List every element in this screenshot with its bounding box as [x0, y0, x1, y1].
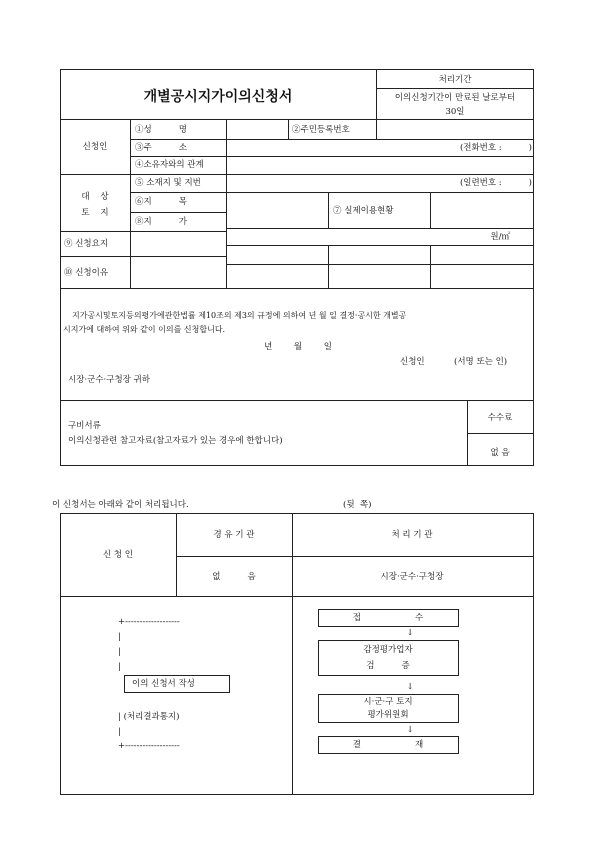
- flow-left-bottom-line: +-------------------: [118, 741, 180, 751]
- committee-step-line-1: 시·군·구 토지: [363, 697, 413, 707]
- signer-label: 신청인: [400, 357, 425, 367]
- target-land-label-1: 대 상: [81, 192, 109, 202]
- committee-step-line-2: 평가위원회: [367, 710, 409, 720]
- actual-usage-field[interactable]: [431, 193, 533, 228]
- name-field[interactable]: [227, 120, 288, 139]
- process-intro: 이 신청서는 아래와 같이 처리됩니다.: [52, 500, 189, 510]
- flow-left-pipe-2: |: [118, 647, 121, 657]
- request-reason-label: ⑩ 신청이유: [64, 268, 109, 278]
- process-applicant-label: 신 청 인: [102, 550, 134, 560]
- via-agency-value: 없 음: [212, 572, 256, 582]
- signature-label: (서명 또는 인): [454, 357, 508, 367]
- flow-arrow-3: ↓: [406, 725, 414, 735]
- applicant-section-label: 신청인: [82, 142, 108, 152]
- request-summary-label: ⑨ 신청요지: [64, 239, 109, 249]
- request-reason-field[interactable]: [131, 257, 226, 288]
- flow-left-pipe-3: |: [118, 662, 121, 672]
- fee-value: 없 음: [490, 448, 510, 458]
- land-category-label: ⑥지 목: [135, 197, 187, 207]
- rrn-label: ②주민등록번호: [292, 125, 350, 135]
- required-docs-label: 구비서류: [68, 421, 101, 431]
- processing-agency-value: 시장·군수·구청장: [380, 572, 444, 582]
- owner-relation-label: ④소유자와의 관계: [135, 160, 204, 170]
- processing-period-desc: 이의신청기간이 만료된 날로부터: [394, 93, 516, 103]
- processing-period-label: 처리기간: [438, 75, 472, 85]
- name-label: ①성 명: [135, 125, 187, 135]
- via-agency-header: 경 유 기 관: [213, 530, 255, 540]
- statement-line-1: 지가공시및토지등의평가에관한법률 제10조의 제3의 규정에 의하여 년 월 일 결정·공시한 개별공: [72, 311, 407, 320]
- processing-period-days: 30일: [445, 107, 465, 117]
- form-title: 개별공시지가이의신청서: [143, 89, 293, 105]
- flow-left-top-line: +-------------------: [118, 617, 180, 627]
- processing-agency-header: 처 리 기 관: [391, 530, 433, 540]
- statement-line-2: 시지가에 대하여 위와 같이 이의를 신청합니다.: [63, 325, 226, 334]
- required-docs-desc: 이의신청관련 참고자료(참고자료가 있는 경우에 한합니다): [68, 436, 283, 446]
- flow-left-pipe-4: |: [118, 727, 121, 737]
- addressee: 시장·군수·구청장 귀하: [68, 375, 151, 385]
- address-label: ③주 소: [135, 143, 187, 153]
- owner-relation-field[interactable]: [227, 157, 533, 174]
- request-summary-field[interactable]: [131, 232, 226, 256]
- notify-result-step: | (처리결과통지): [118, 712, 180, 722]
- price-unit-label: 원/㎡: [490, 232, 510, 242]
- write-application-step: 이의 신청서 작성: [132, 679, 195, 689]
- decision-step: 결 재: [352, 740, 424, 750]
- fee-label: 수수료: [487, 413, 513, 423]
- flow-arrow-2: ↓: [406, 682, 414, 692]
- back-page-label: (뒷 쪽): [343, 500, 372, 510]
- lot-number-label: (일련번호 : ): [459, 178, 532, 188]
- location-label: ⑤ 소재지 및 지번: [135, 178, 201, 188]
- phone-label: (전화번호 : ): [459, 143, 532, 153]
- actual-usage-label: ⑦ 실제이용현황: [333, 206, 394, 216]
- land-price-field[interactable]: [227, 229, 533, 245]
- appraiser-step-line-2: 검 증: [366, 661, 410, 671]
- land-category-field[interactable]: [227, 193, 328, 228]
- appraiser-step-line-1: 감정평가업자: [363, 645, 413, 655]
- date-line: 년 월 일: [264, 342, 332, 352]
- receive-step: 접 수: [352, 613, 424, 623]
- land-price-label: ⑧지 가: [135, 217, 187, 227]
- flow-left-pipe-1: |: [118, 632, 121, 642]
- target-land-label-2: 토 지: [81, 208, 109, 218]
- flow-arrow-1: ↓: [406, 628, 414, 638]
- rrn-field[interactable]: [377, 120, 533, 139]
